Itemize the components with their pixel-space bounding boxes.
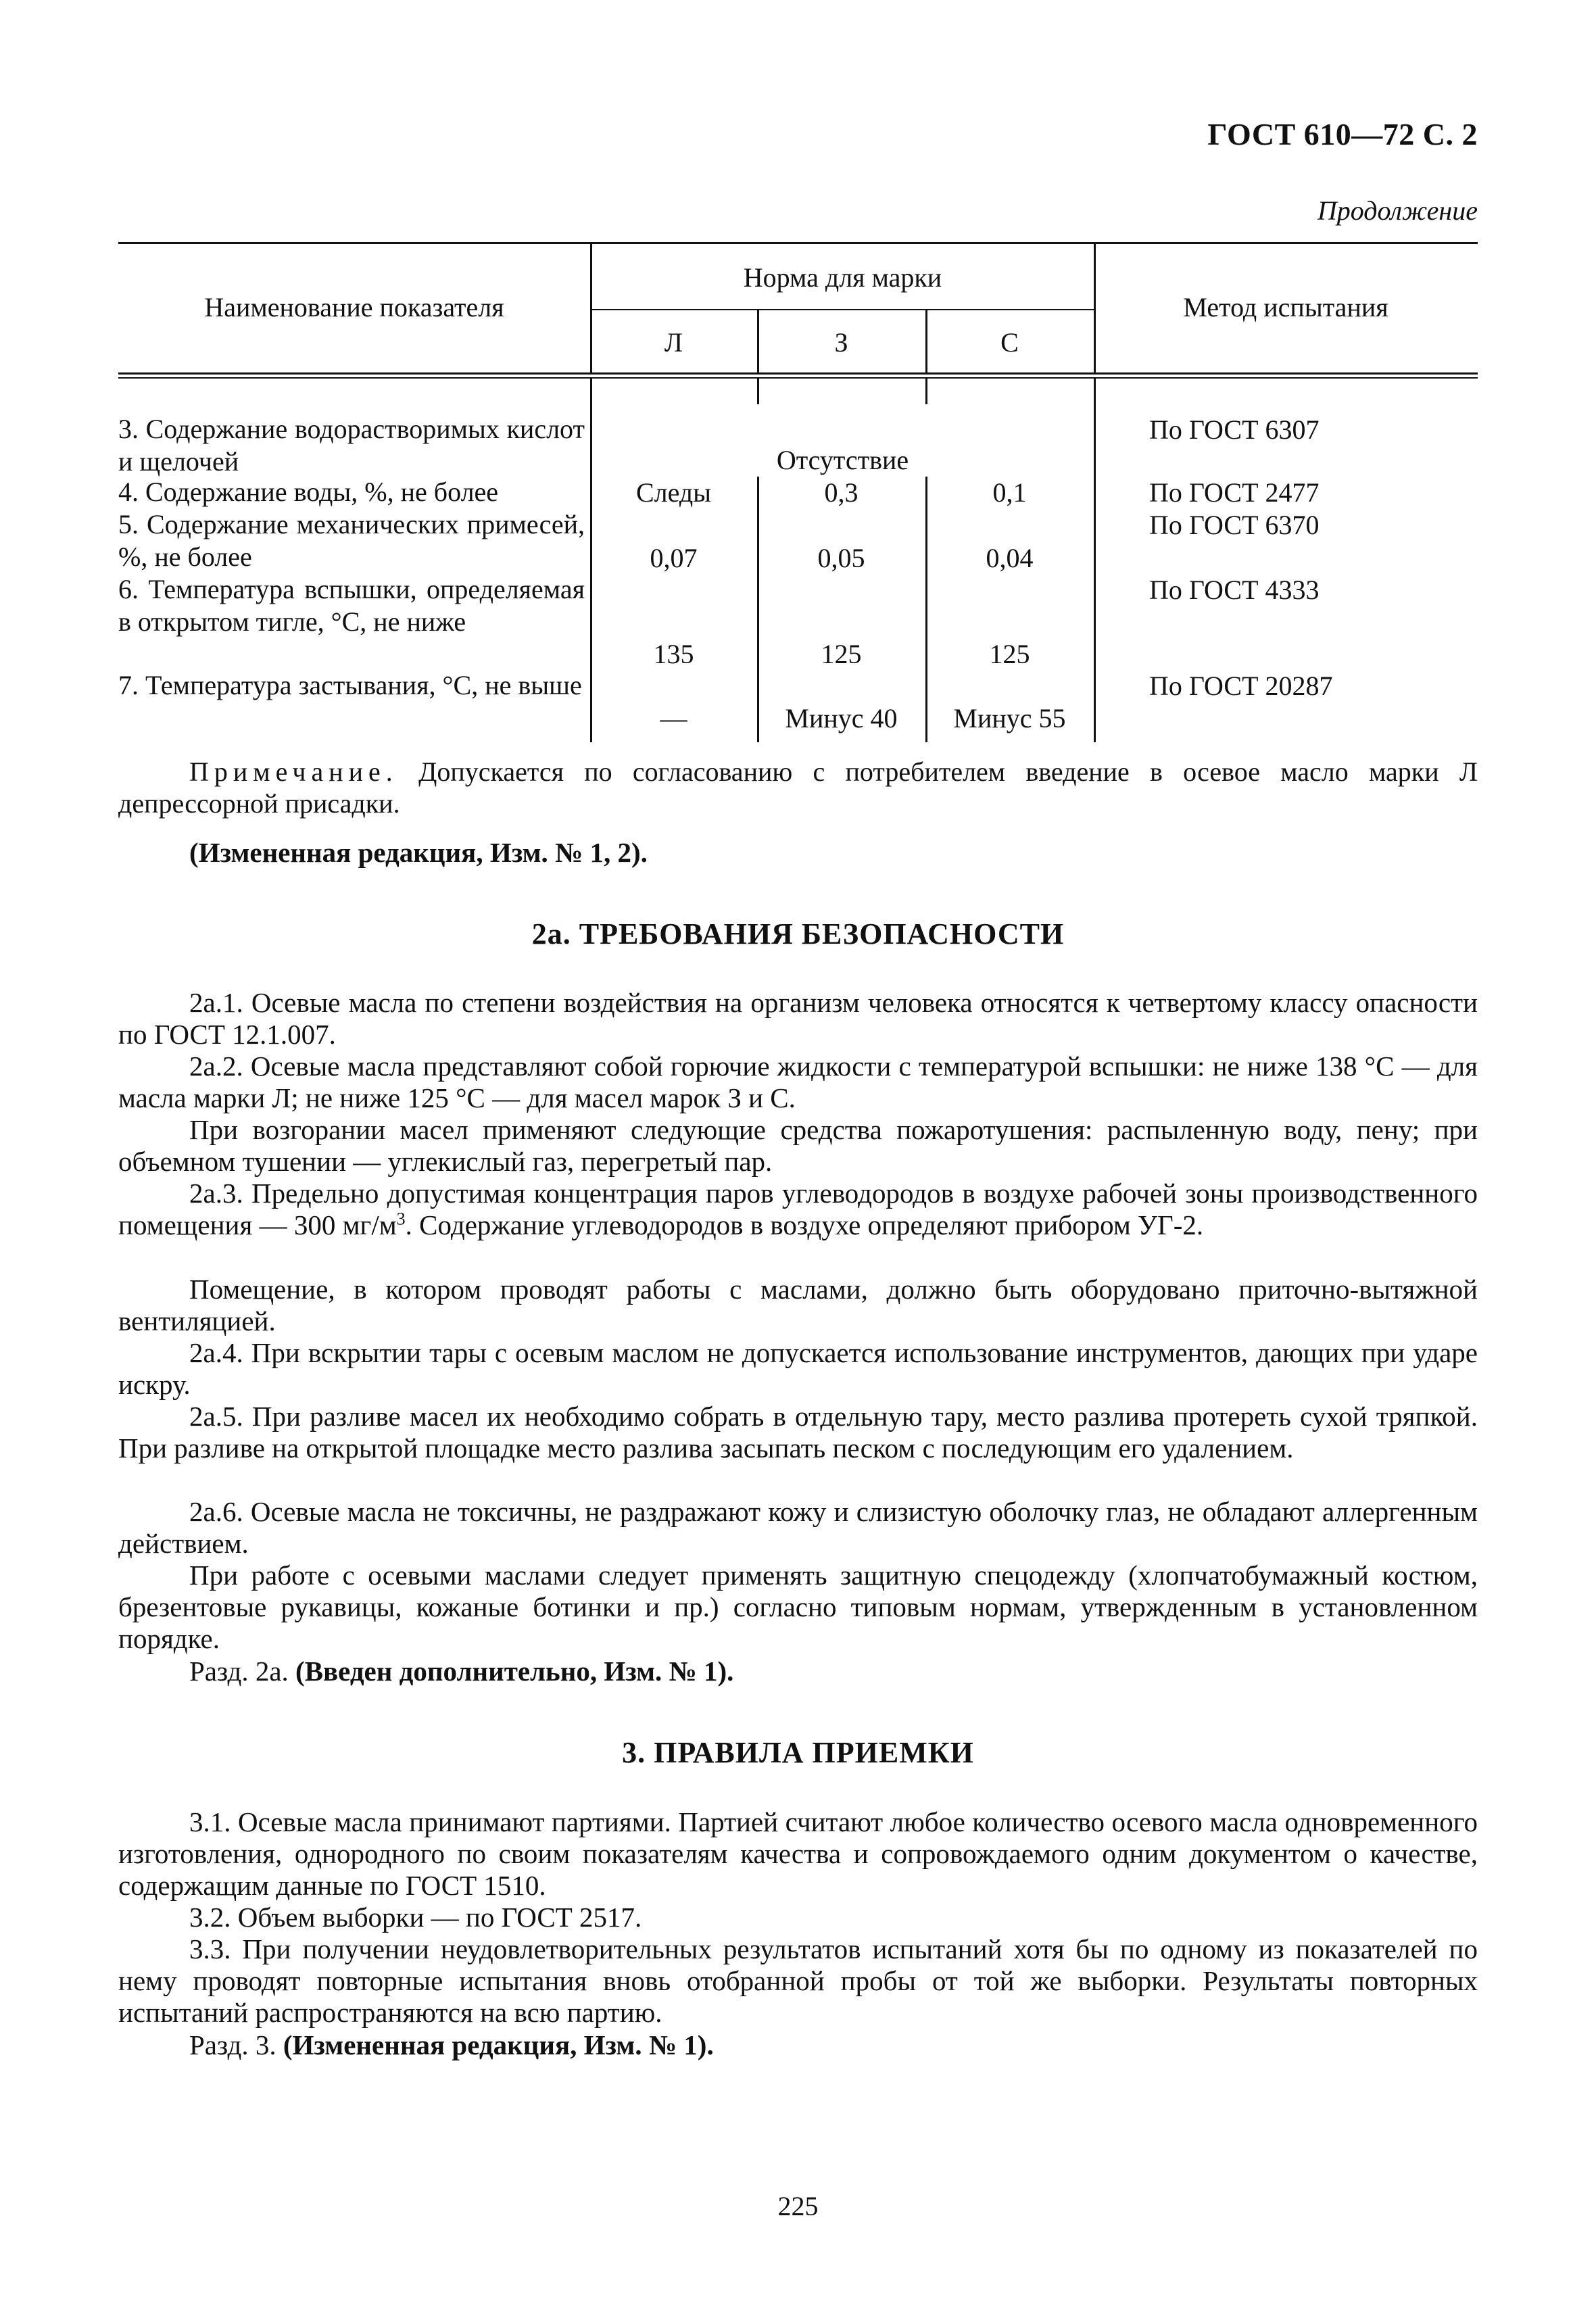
table-note bbox=[118, 756, 1478, 819]
header-indicator-name: Наименование показателя bbox=[204, 292, 504, 322]
section-3-title: 3. ПРАВИЛА ПРИЕМКИ bbox=[622, 1736, 974, 1769]
body-col-divider-3a bbox=[925, 377, 927, 404]
table-row-4-z: 0,3 bbox=[824, 477, 859, 508]
paragraph-2a-fire: При возгорании масел применяют следующие средства пожаротушения: распыленную воду, пену; при объемном тушении — углекислый газ, перегретый пар. bbox=[118, 1114, 1478, 1177]
section-3-amendment bbox=[118, 2029, 1478, 2061]
table-row-7-method: По ГОСТ 20287 bbox=[1149, 671, 1333, 701]
paragraph-2a-1: 2а.1. Осевые масла по степени воздействия на организм человека относятся к четвертому классу опасности по ГОСТ 12.1.007. bbox=[118, 987, 1478, 1050]
table-row-5-name: 5. Содержание механических примесей, %, не более bbox=[118, 509, 585, 572]
table-row-7-l: — bbox=[660, 703, 687, 733]
table-row-5-z: 0,05 bbox=[817, 543, 865, 573]
table-top-rule bbox=[118, 242, 1478, 244]
paragraph-2a-ventilation: Помещение, в котором проводят работы с маслами, должно быть оборудовано приточно-вытяжной вентиляцией. bbox=[118, 1274, 1478, 1336]
amendment-note-1: (Измененная редакция, Изм. № 1, 2). bbox=[189, 837, 648, 868]
table-row-3-name: 3. Содержание водорастворимых кислот и щелочей bbox=[118, 414, 585, 477]
table-row-4-s: 0,1 bbox=[992, 477, 1027, 508]
table-row-6-s: 125 bbox=[989, 639, 1030, 669]
paragraph-2a-ppe: При работе с осевыми маслами следует применять защитную спецодежду (хлопчатобумажный костюм, брезентовые рукавицы, кожаные ботинки и пр.) согласно типовым нормам, утвержденным в установленном порядке. bbox=[118, 1560, 1478, 1654]
grade-header-rule bbox=[590, 309, 1095, 310]
page-number: 225 bbox=[777, 2191, 819, 2221]
note-text: Допускается по согласованию с потребителем введение в осевое масло марки Л депрессорной присадки. bbox=[118, 756, 1478, 819]
table-row-6-l: 135 bbox=[653, 639, 694, 669]
table-row-3-merged: Отсутствие bbox=[776, 445, 909, 475]
header-grade-s: С bbox=[1000, 327, 1019, 358]
section-2a-amendment bbox=[118, 1656, 1478, 1687]
continuation-label: Продолжение bbox=[1317, 195, 1478, 226]
table-row-5-method: По ГОСТ 6370 bbox=[1149, 510, 1320, 540]
body-col-divider-4 bbox=[1094, 377, 1096, 742]
header-grade-z: З bbox=[834, 327, 848, 358]
table-row-4-l: Следы bbox=[635, 477, 712, 508]
table-row-7-z: Минус 40 bbox=[785, 703, 898, 733]
paragraph-2a-3-text-b: . Содержание углеводородов в воздухе определяют прибором УГ-2. bbox=[405, 1209, 1204, 1240]
section-2a-amendment-prefix: Разд. 2а. bbox=[189, 1656, 289, 1687]
section-3-amendment-bold: (Измененная редакция, Изм. № 1). bbox=[283, 2029, 714, 2060]
header-bottom-rule bbox=[118, 372, 1478, 375]
note-label: Примечание. bbox=[189, 756, 398, 787]
standard-page-header: ГОСТ 610—72 С. 2 bbox=[1207, 117, 1478, 151]
header-test-method: Метод испытания bbox=[1183, 292, 1388, 322]
paragraph-2a-3 bbox=[118, 1178, 1478, 1241]
table-row-5-s: 0,04 bbox=[986, 543, 1034, 573]
header-grade-norm: Норма для марки bbox=[743, 262, 942, 293]
paragraph-3-2: 3.2. Объем выборки — по ГОСТ 2517. bbox=[189, 1902, 642, 1933]
table-row-4-name: 4. Содержание воды, %, не более bbox=[118, 477, 499, 507]
paragraph-2a-6: 2а.6. Осевые масла не токсичны, не раздражают кожу и слизистую оболочку глаз, не обладают аллергенным действием. bbox=[118, 1496, 1478, 1559]
table-row-6-name: 6. Температура вспышки, определяемая в открытом тигле, °С, не ниже bbox=[118, 574, 585, 637]
section-2a-title: 2а. ТРЕБОВАНИЯ БЕЗОПАСНОСТИ bbox=[531, 917, 1065, 950]
table-row-5-l: 0,07 bbox=[650, 543, 698, 573]
paragraph-3-3: 3.3. При получении неудовлетворительных результатов испытаний хотя бы по одному из показателей по нему проводят повторные испытания вновь отобранной пробы от той же выборки. Результаты повторных испытаний распространяются на всю партию. bbox=[118, 1933, 1478, 2028]
section-2a-amendment-bold: (Введен дополнительно, Изм. № 1). bbox=[295, 1656, 734, 1687]
header-bottom-rule-2 bbox=[118, 377, 1478, 379]
table-row-6-z: 125 bbox=[821, 639, 862, 669]
paragraph-2a-4: 2а.4. При вскрытии тары с осевым маслом не допускается использование инструментов, дающих при ударе искру. bbox=[118, 1337, 1478, 1400]
table-row-4-method: По ГОСТ 2477 bbox=[1149, 477, 1320, 508]
header-grade-l: Л bbox=[664, 327, 683, 358]
paragraph-2a-2: 2а.2. Осевые масла представляют собой горючие жидкости с температурой вспышки: не ниже 138 °С — для масла марки Л; не ниже 125 °С — для масел марок З и С. bbox=[118, 1051, 1478, 1113]
table-row-6-method: По ГОСТ 4333 bbox=[1149, 575, 1320, 605]
paragraph-3-1: 3.1. Осевые масла принимают партиями. Партией считают любое количество осевого масла одновременного изготовления, однородного по своим показателям качества и сопровождаемого одним документом о качестве, содержащим данные по ГОСТ 1510. bbox=[118, 1806, 1478, 1901]
paragraph-2a-3-text-a: 2а.3. Предельно допустимая концентрация паров углеводородов в воздухе рабочей зоны производственного помещения — 300 мг/м bbox=[118, 1178, 1478, 1240]
body-col-divider-2a bbox=[757, 377, 759, 404]
table-row-3-method: По ГОСТ 6307 bbox=[1149, 414, 1320, 445]
table-row-7-name: 7. Температура застывания, °С, не выше bbox=[118, 670, 582, 700]
paragraph-2a-5: 2а.5. При разливе масел их необходимо собрать в отдельную тару, место разлива протереть сухой тряпкой. При разливе на открытой площадке место разлива засыпать песком с последующим его удалением. bbox=[118, 1401, 1478, 1464]
specification-table bbox=[118, 242, 1478, 742]
superscript-cubed: 3 bbox=[396, 1209, 406, 1229]
section-3-amendment-prefix: Разд. 3. bbox=[189, 2029, 276, 2060]
table-row-7-s: Минус 55 bbox=[953, 703, 1066, 733]
